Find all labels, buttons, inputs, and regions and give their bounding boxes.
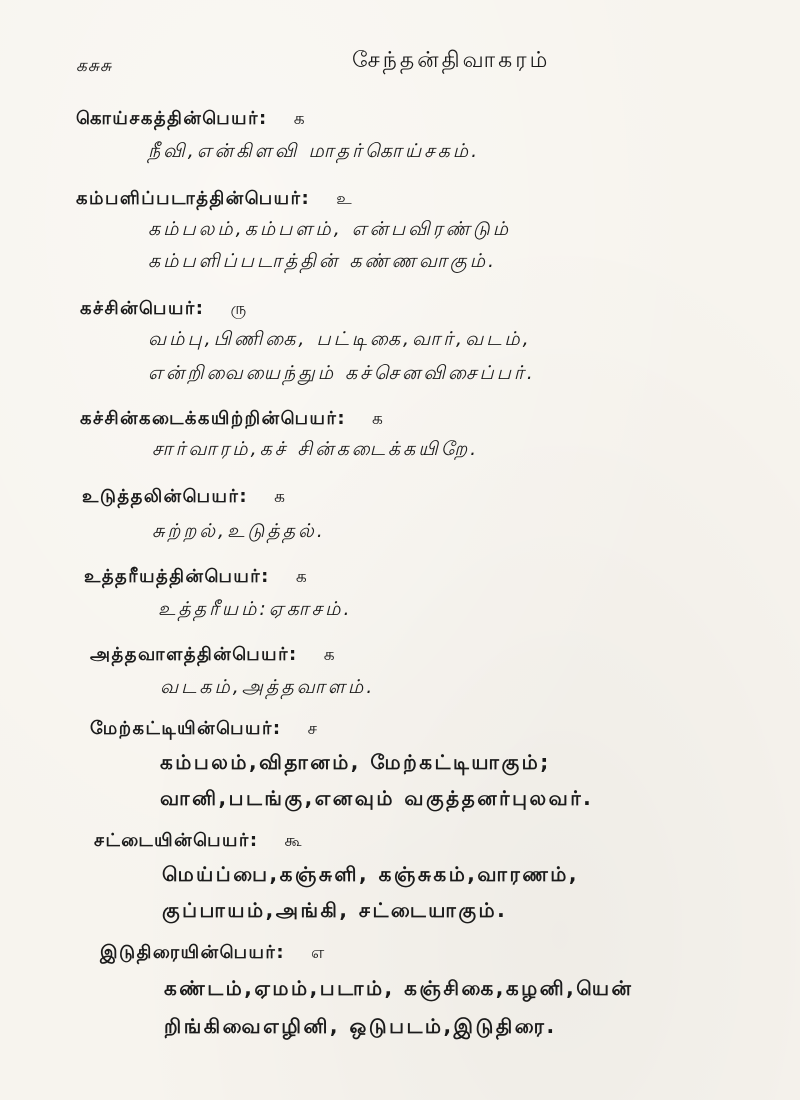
entry-count: உ: [336, 189, 354, 209]
verse-line: கம்பலம்,விதானம், மேற்கட்டியாகும்;: [160, 750, 551, 774]
entry-heading: [84, 566, 308, 589]
verse-line: சார்வாரம்,கச் சின்கடைக்கயிறே.: [152, 438, 480, 460]
verse-line: குப்பாயம்,அங்கி, சட்டையாகும்.: [162, 898, 508, 922]
entry-count: எ: [311, 943, 326, 963]
entry-heading: [80, 298, 248, 321]
verse-line: வடகம்,அத்தவாளம்.: [160, 676, 376, 698]
verse-line: உத்தரீயம்:ஏகாசம்.: [158, 598, 353, 620]
verse-line: கம்பலம்,கம்பளம், என்பவிரண்டும்: [148, 218, 512, 240]
entry-heading: [100, 942, 326, 965]
entry-title: உடுத்தலின்பெயர்:: [82, 486, 249, 507]
entry-count: க: [293, 109, 307, 129]
entry-title: உத்தரீயத்தின்பெயர்:: [84, 566, 270, 587]
verse-line: கம்பளிப்படாத்தின் கண்ணவாகும்.: [148, 250, 498, 272]
verse-line: வம்பு,பிணிகை, பட்டிகை,வார்,வடம்,: [148, 328, 532, 350]
entry-heading: [94, 830, 303, 853]
entry-count: க: [372, 409, 385, 429]
entry-heading: [90, 644, 336, 667]
verse-line: நீவி,என்கிளவி மாதர்கொய்சகம்.: [148, 140, 481, 162]
entry-count: ரு: [230, 299, 248, 319]
entry-heading: [76, 188, 353, 211]
entry-count: ச: [307, 719, 319, 739]
verse-line: சுற்றல்,உடுத்தல்.: [152, 520, 326, 542]
verse-line: வானி,படங்கு,எனவும் வகுத்தனர்புலவர்.: [160, 786, 594, 810]
entry-title: கம்பளிப்படாத்தின்பெயர்:: [76, 188, 311, 209]
entry-heading: [90, 718, 318, 741]
entry-title: கச்சின்கடைக்கயிற்றின்பெயர்:: [80, 408, 347, 429]
entry-count: கூ: [284, 831, 304, 851]
entry-count: க: [323, 645, 337, 665]
entry-heading: [82, 486, 286, 509]
verse-line: றிங்கிவைஎழினி, ஒடுபடம்,இடுதிரை.: [164, 1014, 557, 1038]
verse-line: என்றிவையைந்தும் கச்செனவிசைப்பர்.: [148, 362, 536, 384]
entry-title: சட்டையின்பெயர்:: [94, 830, 259, 851]
verse-line: மெய்ப்பை,கஞ்சுளி, கஞ்சுகம்,வாரணம்,: [162, 862, 579, 886]
book-title: சேந்தன்திவாகரம்: [352, 48, 551, 73]
entry-title: கொய்சகத்தின்பெயர்:: [76, 108, 268, 129]
entry-count: க: [295, 567, 309, 587]
entry-heading: [80, 408, 384, 431]
entry-title: கச்சின்பெயர்:: [80, 298, 205, 319]
verse-line: கண்டம்,ஏமம்,படாம், கஞ்சிகை,கழனி,யென்: [164, 976, 634, 1000]
entry-count: க: [274, 487, 287, 507]
page-number: கசுசு: [76, 56, 113, 76]
entry-title: இடுதிரையின்பெயர்:: [100, 942, 286, 963]
entry-title: மேற்கட்டியின்பெயர்:: [90, 718, 282, 739]
entry-title: அத்தவாளத்தின்பெயர்:: [90, 644, 298, 665]
entry-heading: [76, 108, 306, 131]
